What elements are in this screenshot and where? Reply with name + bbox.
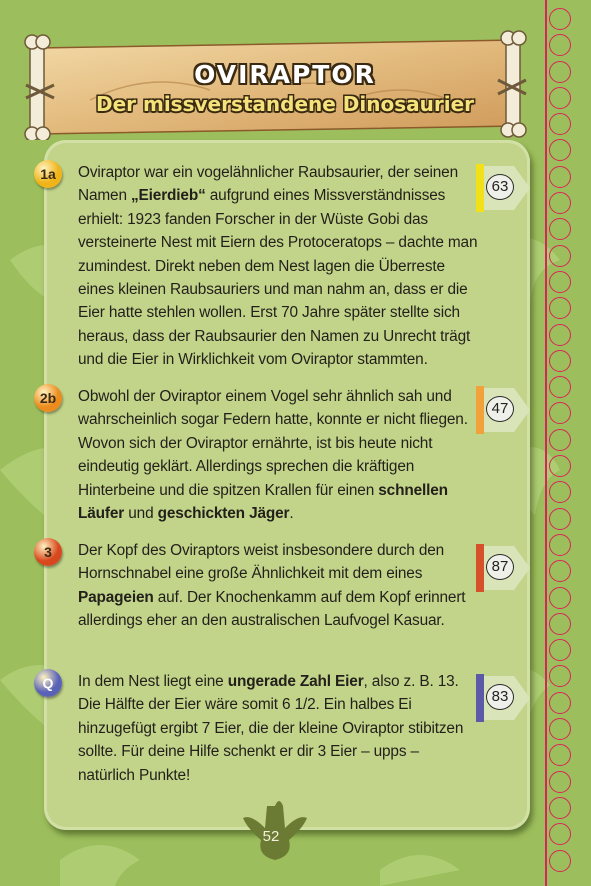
binding-ring bbox=[549, 560, 571, 582]
body-text: Oviraptor war ein vogelähnlicher Raubsaurier, der seinen Namen bbox=[78, 164, 458, 205]
section-text bbox=[78, 539, 478, 633]
section-badge: 1a bbox=[34, 160, 62, 188]
section-text bbox=[78, 161, 478, 372]
binding-ring bbox=[549, 429, 571, 451]
binding-ring bbox=[549, 34, 571, 56]
binding-ring bbox=[549, 192, 571, 214]
answer-tag: 83 bbox=[476, 674, 530, 722]
binding-ring bbox=[549, 218, 571, 240]
answer-tag: 63 bbox=[476, 164, 530, 212]
binding-ring bbox=[549, 639, 571, 661]
body-text: , also z. B. 13. Die Hälfte der Eier wäre somit 6 1/2. Ein halbes Ei hinzugefügt ergibt 7 Eier, die der kleine Oviraptor stibitzen sollte. Für deine Hilfe schenkt er dir 3 Eier – upps – natürlich Punkte! bbox=[78, 673, 464, 784]
body-text: auf. Der Knochenkamm auf dem Kopf erinnert allerdings eher an den australischen Laufvogel Kasuar. bbox=[78, 588, 466, 630]
emphasis-text: ungerade Zahl Eier bbox=[227, 673, 364, 690]
binding-ring bbox=[549, 350, 571, 372]
page-subtitle: Der missverstandene Dinosaurier bbox=[95, 92, 475, 116]
section-text bbox=[78, 385, 478, 525]
binding-ring bbox=[549, 744, 571, 766]
binding-ring bbox=[549, 508, 571, 530]
binding-ring bbox=[549, 455, 571, 477]
binding-ring bbox=[549, 665, 571, 687]
binding-ring bbox=[549, 245, 571, 267]
body-text: Obwohl der Oviraptor einem Vogel sehr ähnlich sah und wahrscheinlich sogar Federn hatte, konnte er nicht fliegen. Wovon sich der Oviraptor ernährte, ist bis heute nicht eindeutig geklärt. Allerdings sprechen die kräftigen Hinterbeine und die spitzen Krallen für einen bbox=[78, 388, 468, 499]
binding-ring bbox=[549, 324, 571, 346]
body-text: . bbox=[289, 505, 294, 523]
binding-ring bbox=[549, 692, 571, 714]
binding-ring bbox=[549, 587, 571, 609]
binding-ring bbox=[549, 376, 571, 398]
section-text bbox=[78, 670, 478, 787]
binding-ring bbox=[549, 271, 571, 293]
binding-ring bbox=[549, 534, 571, 556]
emphasis-text: „Eierdieb“ bbox=[131, 187, 206, 205]
binding-ring bbox=[549, 771, 571, 793]
body-text: Der Kopf des Oviraptors weist insbesondere durch den Hornschnabel eine große Ähnlichkeit mit dem eines bbox=[78, 542, 445, 583]
binding-ring bbox=[549, 113, 571, 135]
section-badge: 3 bbox=[34, 538, 62, 566]
page-number: 52 bbox=[262, 828, 280, 845]
binding-ring bbox=[549, 797, 571, 819]
emphasis-text: geschickten Jäger bbox=[157, 505, 290, 523]
binding-ring bbox=[549, 139, 571, 161]
binding-ring bbox=[549, 402, 571, 424]
binding-ring bbox=[549, 823, 571, 845]
emphasis-text: schnellen Läufer bbox=[78, 481, 448, 523]
binding-ring bbox=[549, 613, 571, 635]
binding-ring bbox=[549, 8, 571, 30]
spiral-binding bbox=[549, 8, 577, 876]
section-badge: Q bbox=[34, 669, 62, 697]
body-text: und bbox=[124, 505, 158, 523]
emphasis-text: Papageien bbox=[78, 588, 154, 606]
binding-ring bbox=[549, 718, 571, 740]
page-title: OVIRAPTOR bbox=[194, 60, 376, 89]
section-badge: 2b bbox=[34, 384, 62, 412]
body-text: aufgrund eines Missverständnisses erhielt: 1923 fanden Forscher in der Wüste Gobi das versteinerte Nest mit Eiern des Protoceratops – dachte man zumindest. Direkt neben dem Nest lagen die Überreste eines kleinen Raubsauriers und man nahm an, dass er die Eier hatte stehlen wollen. Erst 70 Jahre später stellte sich heraus, dass der Raubsaurier den Namen zu Unrecht trägt und die Eier in Wirklichkeit vom Oviraptor stammten. bbox=[78, 187, 478, 369]
binding-ring bbox=[549, 481, 571, 503]
body-text: In dem Nest liegt eine bbox=[78, 673, 228, 690]
binding-ring bbox=[549, 297, 571, 319]
answer-tag: 47 bbox=[476, 386, 530, 434]
binding-ring bbox=[549, 166, 571, 188]
binding-ring bbox=[549, 850, 571, 872]
answer-tag: 87 bbox=[476, 544, 530, 592]
